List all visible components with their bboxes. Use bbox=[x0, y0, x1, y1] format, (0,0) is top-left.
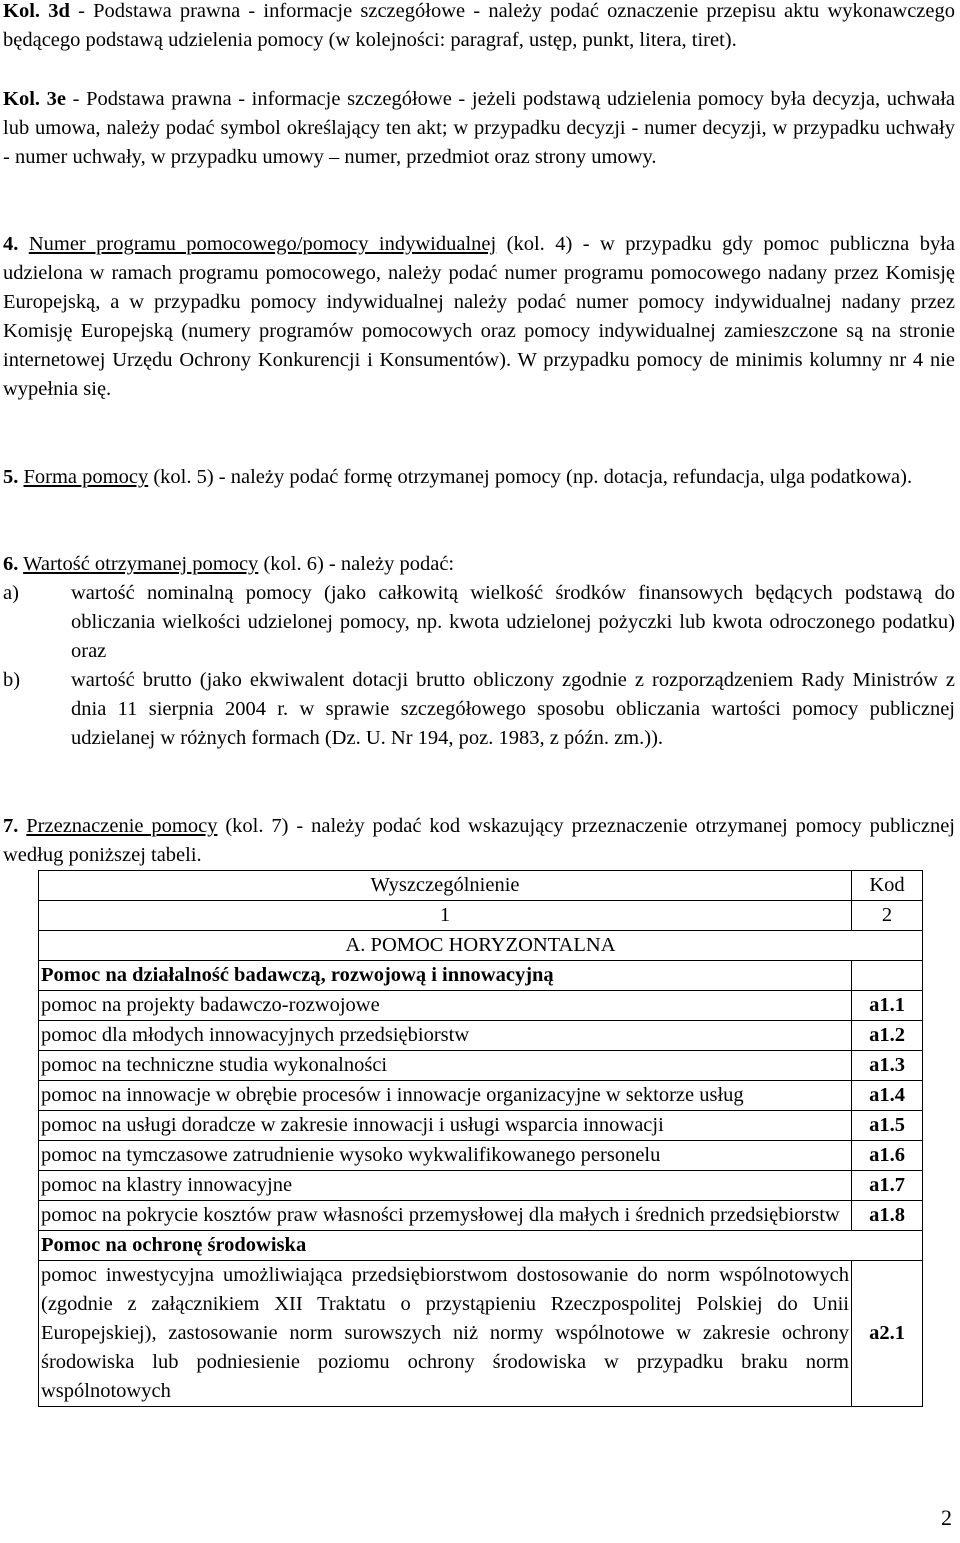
section-title: Forma pomocy bbox=[23, 466, 149, 488]
section-number: 7. bbox=[3, 815, 19, 837]
row-code: a1.8 bbox=[852, 1201, 923, 1231]
paragraph-text: (kol. 4) - w przypadku gdy pomoc publiczna była udzielona w ramach programu pomocowego, należy podać numer programu pomocowego nadany przez Komisję Europejską, a w przypadku pomocy indywidualnej należy podać numer pomocy indywidualnej nadany przez Komisję Europejską (numery programów pomocowych oraz pomocy indywidualnej zamieszczone są na stronie internetowej Urzędu Ochrony Konkurencji i Konsumentów). W przypadku pomocy de minimis kolumny nr 4 nie wypełnia się. bbox=[3, 233, 955, 400]
header-code: Kod bbox=[852, 871, 923, 901]
list-marker: b) bbox=[3, 669, 21, 691]
table-row bbox=[39, 1201, 923, 1231]
list-item-text: wartość brutto (jako ekwiwalent dotacji brutto obliczony zgodnie z rozporządzeniem Rady Ministrów z dnia 11 sierpnia 2004 r. w sprawie szczegółowego sposobu obliczania wartości pomocy publicznej udzielanej w różnych formach (Dz. U. Nr 194, poz. 1983, z późn. zm.)). bbox=[71, 669, 955, 749]
table-group-row bbox=[39, 1231, 923, 1261]
section-title: Numer programu pomocowego/pomocy indywidualnej bbox=[28, 233, 497, 255]
table-row bbox=[39, 1261, 923, 1407]
row-description: pomoc na techniczne studia wykonalności bbox=[39, 1051, 852, 1081]
column-number: 2 bbox=[852, 901, 923, 931]
paragraph-4 bbox=[3, 230, 955, 404]
row-description: pomoc na projekty badawczo-rozwojowe bbox=[39, 991, 852, 1021]
row-code: a1.2 bbox=[852, 1021, 923, 1051]
paragraph-text: (kol. 6) - należy podać: bbox=[258, 553, 455, 575]
row-description: pomoc inwestycyjna umożliwiająca przedsiębiorstwom dostosowanie do norm wspólnotowych (zgodnie z załącznikiem XII Traktatu o przystąpieniu Rzeczpospolitej Polskiej do Unii Europejskiej), zastosowanie norm surowszych niż normy wspólnotowe w zakresie ochrony środowiska lub podniesienie poziomu ochrony środowiska w przypadku braku norm wspólnotowych bbox=[39, 1261, 852, 1407]
paragraph-text: (kol. 5) - należy podać formę otrzymanej pomocy (np. dotacja, refundacja, ulga podatkowa). bbox=[148, 466, 913, 488]
paragraph-text: - Podstawa prawna - informacje szczegółowe - jeżeli podstawą udzielenia pomocy była decyzja, uchwała lub umowa, należy podać symbol określający ten akt; w przypadku decyzji - numer decyzji, w przypadku uchwały - numer uchwały, w przypadku umowy – numer, przedmiot oraz strony umowy. bbox=[3, 88, 955, 168]
list-item-text: wartość nominalną pomocy (jako całkowitą wielkość środków finansowych będących podstawą do obliczania wielkości udzielonej pomocy, np. kwota udzielonej pożyczki lub kwota odroczonego podatku) oraz bbox=[71, 582, 955, 662]
table-row bbox=[39, 1111, 923, 1141]
table-header-row bbox=[39, 871, 923, 901]
header-description: Wyszczególnienie bbox=[39, 871, 852, 901]
row-description: pomoc na usługi doradcze w zakresie innowacji i usługi wsparcia innowacji bbox=[39, 1111, 852, 1141]
paragraph-lead: Kol. 3d bbox=[3, 0, 70, 22]
paragraph-text: (kol. 7) - należy podać kod wskazujący przeznaczenie otrzymanej pomocy publicznej według poniższej tabeli. bbox=[3, 815, 955, 866]
table-number-row bbox=[39, 901, 923, 931]
table-row bbox=[39, 1171, 923, 1201]
column-number: 1 bbox=[39, 901, 852, 931]
row-description: pomoc na klastry innowacyjne bbox=[39, 1171, 852, 1201]
empty-cell bbox=[852, 961, 923, 991]
paragraph-5 bbox=[3, 463, 955, 492]
group-heading: Pomoc na ochronę środowiska bbox=[39, 1231, 923, 1261]
table-row bbox=[39, 1081, 923, 1111]
value-list bbox=[3, 579, 955, 753]
paragraph-6 bbox=[3, 550, 955, 579]
group-heading: Pomoc na działalność badawczą, rozwojową i innowacyjną bbox=[39, 961, 852, 991]
section-title: Wartość otrzymanej pomocy bbox=[23, 553, 259, 575]
table-row bbox=[39, 1141, 923, 1171]
row-description: pomoc na pokrycie kosztów praw własności przemysłowej dla małych i średnich przedsiębiorstw bbox=[39, 1201, 852, 1231]
paragraph-kol-3e bbox=[3, 85, 955, 172]
list-item bbox=[3, 579, 955, 666]
paragraph-kol-3d bbox=[3, 0, 955, 55]
table-row bbox=[39, 1051, 923, 1081]
row-description: pomoc dla młodych innowacyjnych przedsiębiorstw bbox=[39, 1021, 852, 1051]
table-row bbox=[39, 1021, 923, 1051]
page-number: 2 bbox=[941, 1505, 952, 1530]
section-title: Przeznaczenie pomocy bbox=[26, 815, 218, 837]
table-group-row bbox=[39, 961, 923, 991]
section-number: 6. bbox=[3, 553, 19, 575]
section-number: 4. bbox=[3, 233, 19, 255]
section-heading: A. POMOC HORYZONTALNA bbox=[39, 931, 923, 961]
section-number: 5. bbox=[3, 466, 19, 488]
row-code: a2.1 bbox=[852, 1261, 923, 1407]
table-row bbox=[39, 991, 923, 1021]
table-section-row bbox=[39, 931, 923, 961]
paragraph-lead: Kol. 3e bbox=[3, 88, 66, 110]
row-code: a1.3 bbox=[852, 1051, 923, 1081]
row-description: pomoc na innowacje w obrębie procesów i innowacje organizacyjne w sektorze usług bbox=[39, 1081, 852, 1111]
list-item bbox=[3, 666, 955, 753]
row-code: a1.4 bbox=[852, 1081, 923, 1111]
row-description: pomoc na tymczasowe zatrudnienie wysoko wykwalifikowanego personelu bbox=[39, 1141, 852, 1171]
row-code: a1.1 bbox=[852, 991, 923, 1021]
row-code: a1.6 bbox=[852, 1141, 923, 1171]
paragraph-7 bbox=[3, 812, 955, 870]
row-code: a1.5 bbox=[852, 1111, 923, 1141]
row-code: a1.7 bbox=[852, 1171, 923, 1201]
list-marker: a) bbox=[3, 582, 19, 604]
purpose-code-table bbox=[38, 870, 923, 1407]
paragraph-text: - Podstawa prawna - informacje szczegółowe - należy podać oznaczenie przepisu aktu wykonawczego będącego podstawą udzielenia pomocy (w kolejności: paragraf, ustęp, punkt, litera, tiret). bbox=[3, 0, 956, 51]
